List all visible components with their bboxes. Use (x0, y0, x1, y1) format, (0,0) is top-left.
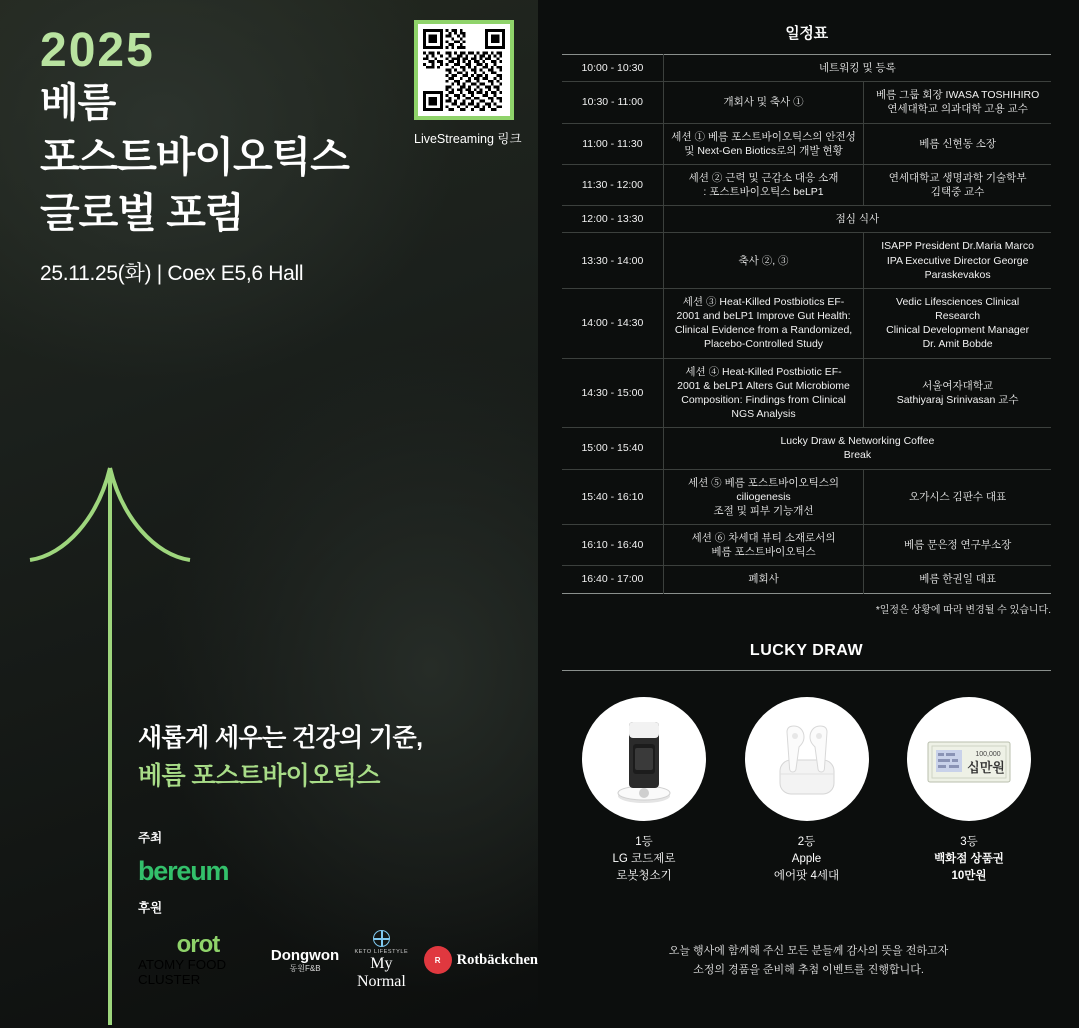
prize-rank-3: 3등 (960, 835, 978, 848)
schedule-time: 14:30 - 15:00 (562, 358, 663, 428)
schedule-speaker: 연세대학교 생명과학 기술학부 김택중 교수 (864, 164, 1051, 205)
host-block (138, 828, 228, 887)
schedule-table (562, 54, 1051, 594)
qr-code-icon[interactable] (414, 20, 514, 120)
prize-rank-1: 1등 (635, 835, 653, 848)
slogan-line-1: 새롭게 세우는 건강의 기준, (138, 724, 423, 752)
orot-sub: ATOMY FOOD CLUSTER (138, 957, 227, 988)
schedule-topic: 축사 ②, ③ (738, 254, 789, 267)
schedule-speaker: 베름 그룹 회장 IWASA TOSHIHIRO 연세대학교 의과대학 고용 교수 (864, 82, 1051, 123)
dongwon-sub: 동원F&B (289, 964, 321, 974)
schedule-speaker: 베름 한권일 대표 (864, 566, 1051, 593)
svg-text:100,000: 100,000 (975, 750, 1001, 758)
schedule-topic: 점심 식사 (835, 213, 880, 226)
prize-caption-1 (568, 834, 720, 886)
svg-text:십만원: 십만원 (967, 759, 1005, 775)
table-row (562, 206, 1051, 233)
robot-vacuum-icon (582, 697, 706, 821)
table-row (562, 469, 1051, 525)
schedule-speaker: ISAPP President Dr.Maria Marco IPA Executive Director George Paraskevakos (864, 233, 1051, 289)
qr-label: LiveStreaming 링크 (414, 132, 522, 146)
prize-caption-2 (731, 834, 883, 886)
table-row (562, 82, 1051, 123)
mynormal-sub: KETO LIFESTYLE (354, 949, 409, 955)
prize-rank-2: 2등 (797, 835, 816, 848)
qr-code-svg (423, 29, 505, 111)
schedule-time: 10:00 - 10:30 (562, 55, 663, 82)
footer-line-2: 소정의 경품을 준비해 추첨 이벤트를 진행합니다. (693, 963, 924, 976)
prize-line1-2: Apple (791, 852, 822, 865)
schedule-speaker: 베름 신현동 소장 (864, 123, 1051, 164)
schedule-topic: 개회사 및 축사 ① (723, 96, 804, 109)
schedule-speaker: Vedic Lifesciences Clinical Research Clinical Development Manager Dr. Amit Bobde (864, 288, 1051, 358)
schedule-time: 13:30 - 14:00 (562, 233, 663, 289)
prize-item-2 (731, 697, 883, 886)
title-line-1: 베름 (40, 81, 116, 126)
sponsor-logo-dongwon (271, 947, 339, 973)
schedule-topic: 세션 ⑥ 차세대 뷰티 소재로서의 베름 포스트바이오틱스 (691, 532, 836, 559)
sponsor-logo-row (138, 930, 538, 990)
table-row (562, 428, 1051, 469)
table-row (562, 566, 1051, 593)
prize-item-1 (568, 697, 720, 886)
schedule-topic: 세션 ③ Heat-Killed Postbiotics EF- 2001 and beLP1 Improve Gut Health: Clinical Evidence from a Randomized, Placebo-Controlled Study (674, 295, 853, 351)
gift-voucher-icon (907, 697, 1031, 821)
prize-caption-3 (893, 834, 1045, 886)
table-row (562, 525, 1051, 566)
schedule-topic: 세션 ⑤ 베름 포스트바이오틱스의 ciliogenesis 조절 및 피부 기능개선 (687, 476, 840, 517)
schedule-time: 16:40 - 17:00 (562, 566, 663, 593)
schedule-topic: 세션 ② 근력 및 근감소 대응 소재 : 포스트바이오틱스 beLP1 (688, 171, 839, 199)
sponsor-label: 후원 (138, 901, 163, 915)
schedule-speaker: 서울여자대학교 Sathiyaraj Srinivasan 교수 (864, 358, 1051, 428)
right-panel (538, 0, 1079, 1028)
title-block (40, 26, 349, 287)
qr-block[interactable] (414, 20, 522, 147)
title-line-3: 글로벌 포럼 (40, 189, 244, 236)
rotbaeckchen-name: Rotbäckchen (456, 951, 538, 968)
schedule-time: 11:30 - 12:00 (562, 164, 663, 205)
globe-icon (373, 930, 390, 947)
schedule-note: *일정은 상황에 따라 변경될 수 있습니다. (875, 604, 1051, 616)
table-row (562, 123, 1051, 164)
airpods-svg (752, 704, 862, 814)
dongwon-name: Dongwon (270, 946, 340, 964)
schedule-topic: 세션 ① 베름 포스트바이오틱스의 안전성 및 Next-Gen Biotics로의 개발 현황 (671, 130, 856, 157)
rotbaeckchen-badge-icon: R (424, 946, 452, 974)
prize-item-3 (893, 697, 1045, 886)
robot-vacuum-svg (589, 704, 699, 814)
prize-line2-3: 10만원 (951, 870, 987, 883)
orot-name: orot (176, 931, 220, 959)
table-row (562, 55, 1051, 82)
schedule-time: 10:30 - 11:00 (562, 82, 663, 123)
footer-line-1: 오늘 행사에 함께해 주신 모든 분들께 감사의 뜻을 전하고자 (668, 944, 949, 957)
sponsor-logo-rotbaeckchen (424, 946, 538, 974)
table-row (562, 288, 1051, 358)
schedule-speaker: 오가시스 김판수 대표 (864, 469, 1051, 525)
prize-list (562, 697, 1051, 886)
host-label: 주최 (138, 831, 163, 845)
table-row (562, 358, 1051, 428)
gift-voucher-svg (914, 704, 1024, 814)
sponsor-logo-mynormal (352, 930, 410, 990)
table-row (562, 233, 1051, 289)
table-row (562, 164, 1051, 205)
bereum-logo: bereum (138, 856, 229, 886)
prize-line1-1: LG 코드제로 (612, 852, 676, 865)
airpods-icon (745, 697, 869, 821)
schedule-time: 11:00 - 11:30 (562, 123, 663, 164)
schedule-speaker: 베름 문은정 연구부소장 (864, 525, 1051, 566)
prize-line2-1: 로봇청소기 (616, 870, 672, 883)
left-panel (0, 0, 538, 1028)
slogan-block (138, 720, 422, 795)
schedule-time: 14:00 - 14:30 (562, 288, 663, 358)
schedule-title: 일정표 (785, 25, 828, 42)
schedule-time: 15:40 - 16:10 (562, 469, 663, 525)
event-year: 2025 (40, 24, 155, 77)
footer-note (538, 942, 1079, 981)
schedule-topic: 폐회사 (748, 573, 779, 586)
sponsor-logo-orot (138, 933, 258, 987)
slogan-line-2: 베름 포스트바이오틱스 (138, 761, 380, 790)
schedule-topic: 세션 ④ Heat-Killed Postbiotic EF- 2001 & beLP1 Alters Gut Microbiome Composition: Findings from Clinical NGS Analysis (677, 365, 850, 421)
prize-line2-2: 에어팟 4세대 (773, 870, 840, 883)
sponsor-block (138, 898, 538, 990)
title-line-2: 포스트바이오틱스 (40, 134, 349, 181)
event-date-venue: 25.11.25(화) | Coex E5,6 Hall (40, 262, 304, 286)
lucky-draw-title: LUCKY DRAW (749, 641, 864, 659)
prize-line1-3: 백화점 상품권 (934, 852, 1004, 865)
schedule-topic: 네트워킹 및 등록 (818, 62, 896, 74)
lucky-draw-divider (562, 670, 1051, 671)
schedule-time: 12:00 - 13:30 (562, 206, 663, 233)
schedule-topic: Lucky Draw & Networking Coffee Break (780, 435, 935, 462)
schedule-time: 15:00 - 15:40 (562, 428, 663, 469)
mynormal-name: My Normal (356, 955, 406, 990)
schedule-time: 16:10 - 16:40 (562, 525, 663, 566)
